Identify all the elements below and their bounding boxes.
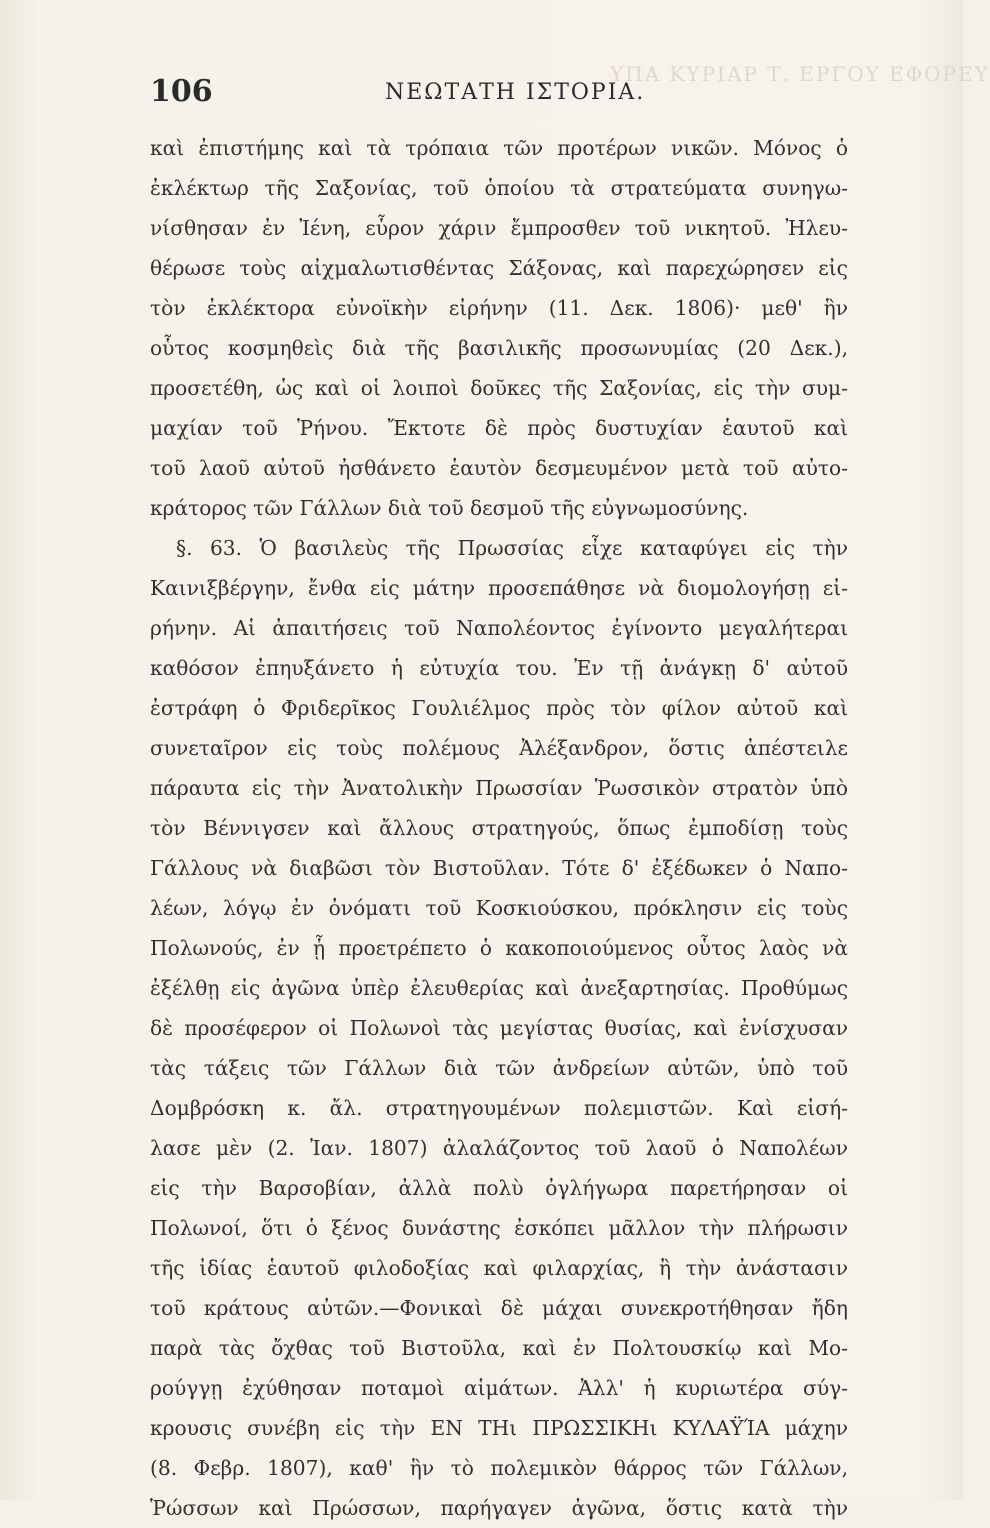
bleed-through-text: ΥΠΑ ΚΥΡΙΑΡ Τ. ΕΡΓΟΥ ΕΦΟΡΕΥ — [610, 62, 990, 86]
body-text — [150, 128, 848, 1528]
text-line: νίσθησαν ἐν Ἰένη, εὗρον χάριν ἔμπροσθεν τοῦ νικητοῦ. Ἠλευ- — [150, 216, 848, 240]
text-line: Ῥώσσων καὶ Πρώσσων, παρήγαγεν ἀγῶνα, ὅστις κατὰ τὴν — [150, 1496, 848, 1520]
text-line: λασε μὲν (2. Ἰαν. 1807) ἀλαλάζοντος τοῦ λαοῦ ὁ Ναπολέων — [150, 1136, 848, 1160]
text-line: μαχίαν τοῦ Ῥήνου. Ἔκτοτε δὲ πρὸς δυστυχίαν ἑαυτοῦ καὶ — [150, 416, 848, 440]
text-line: τὰς τάξεις τῶν Γάλλων διὰ τῶν ἀνδρείων αὐτῶν, ὑπὸ τοῦ — [150, 1056, 848, 1080]
text-line: κράτορος τῶν Γάλλων διὰ τοῦ δεσμοῦ τῆς εὐγνωμοσύνης. — [150, 496, 749, 520]
text-line: πάραυτα εἰς τὴν Ἀνατολικὴν Πρωσσίαν Ῥωσσικὸν στρατὸν ὑπὸ — [150, 776, 848, 800]
text-line: προσετέθη, ὡς καὶ οἱ λοιποὶ δοῦκες τῆς Σαξονίας, εἰς τὴν συμ- — [150, 376, 848, 400]
text-line: συνεταῖρον εἰς τοὺς πολέμους Ἀλέξανδρον, ὅστις ἀπέστειλε — [150, 736, 848, 760]
text-line: εἰς τὴν Βαρσοβίαν, ἀλλὰ πολὺ ὀγλήγωρα παρετήρησαν οἱ — [150, 1176, 848, 1200]
text-line: κρουσις συνέβη εἰς τὴν ΕΝ ΤΗι ΠΡΩΣΣΙΚΗι ΚΥΛΑΫΊΑ μάχην — [150, 1416, 848, 1440]
text-line: τοῦ κράτους αὐτῶν.—Φονικαὶ δὲ μάχαι συνεκροτήθησαν ἤδη — [150, 1296, 848, 1320]
text-line: λέων, λόγῳ ἐν ὀνόματι τοῦ Κοσκιούσκου, πρόκλησιν εἰς τοὺς — [150, 896, 848, 920]
text-line: Πολωνούς, ἐν ᾗ προετρέπετο ὁ κακοποιούμενος οὗτος λαὸς νὰ — [150, 936, 848, 960]
text-line: Γάλλους νὰ διαβῶσι τὸν Βιστοῦλαν. Τότε δ' ἐξέδωκεν ὁ Ναπο- — [150, 856, 848, 880]
section-heading-line: §. 63. Ὁ βασιλεὺς τῆς Πρωσσίας εἶχε καταφύγει εἰς τὴν — [176, 536, 848, 560]
text-line: οὗτος κοσμηθεὶς διὰ τῆς βασιλικῆς προσωνυμίας (20 Δεκ.), — [150, 336, 848, 360]
text-line: καὶ ἐπιστήμης καὶ τὰ τρόπαια τῶν προτέρων νικῶν. Μόνος ὁ — [150, 136, 848, 160]
text-line: παρὰ τὰς ὄχθας τοῦ Βιστοῦλα, καὶ ἐν Πολτουσκίῳ καὶ Μο- — [150, 1336, 848, 1360]
text-line: δὲ προσέφερον οἱ Πολωνοὶ τὰς μεγίστας θυσίας, καὶ ἐνίσχυσαν — [150, 1016, 848, 1040]
text-line: τὸν Βέννιγσεν καὶ ἄλλους στρατηγούς, ὅπως ἐμποδίσῃ τοὺς — [150, 816, 848, 840]
page-header — [150, 74, 830, 114]
text-line: ρήνην. Αἱ ἀπαιτήσεις τοῦ Ναπολέοντος ἐγίνοντο μεγαλήτεραι — [150, 616, 848, 640]
text-line: τῆς ἰδίας ἑαυτοῦ φιλοδοξίας καὶ φιλαρχίας, ἢ τὴν ἀνάστασιν — [150, 1256, 848, 1280]
text-line: ἐστράφη ὁ Φριδερῖκος Γουλιέλμος πρὸς τὸν φίλον αὐτοῦ καὶ — [150, 696, 848, 720]
text-line: τοῦ λαοῦ αὐτοῦ ἠσθάνετο ἑαυτὸν δεσμευμένον μετὰ τοῦ αὐτο- — [150, 456, 848, 480]
text-line: ἐκλέκτωρ τῆς Σαξονίας, τοῦ ὁποίου τὰ στρατεύματα συνηγω- — [150, 176, 848, 200]
text-line: τὸν ἐκλέκτορα εὐνοϊκὴν εἰρήνην (11. Δεκ. 1806)· μεθ' ἣν — [150, 296, 848, 320]
text-line: θέρωσε τοὺς αἰχμαλωτισθέντας Σάξονας, καὶ παρεχώρησεν εἰς — [150, 256, 848, 280]
text-line: Δομβρόσκη κ. ἄλ. στρατηγουμένων πολεμιστῶν. Καὶ εἰσή- — [150, 1096, 848, 1120]
text-line: Καινιξβέργην, ἔνθα εἰς μάτην προσεπάθησε νὰ διομολογήσῃ εἰ- — [150, 576, 848, 600]
text-line: (8. Φεβρ. 1807), καθ' ἣν τὸ πολεμικὸν θάρρος τῶν Γάλλων, — [150, 1456, 848, 1480]
text-line: ἐξέλθῃ εἰς ἀγῶνα ὑπὲρ ἐλευθερίας καὶ ἀνεξαρτησίας. Προθύμως — [150, 976, 848, 1000]
text-line: Πολωνοί, ὅτι ὁ ξένος δυνάστης ἐσκόπει μᾶλλον τὴν πλήρωσιν — [150, 1216, 848, 1240]
text-line: καθόσον ἐπηυξάνετο ἡ εὐτυχία του. Ἐν τῇ ἀνάγκῃ δ' αὐτοῦ — [150, 656, 848, 680]
text-line: ρούγγῃ ἐχύθησαν ποταμοὶ αἱμάτων. Ἀλλ' ἡ κυριωτέρα σύγ- — [150, 1376, 848, 1400]
running-title: ΝΕΩΤΑΤΗ ΙΣΤΟΡΙΑ. — [385, 80, 646, 105]
page-number: 106 — [150, 74, 213, 109]
